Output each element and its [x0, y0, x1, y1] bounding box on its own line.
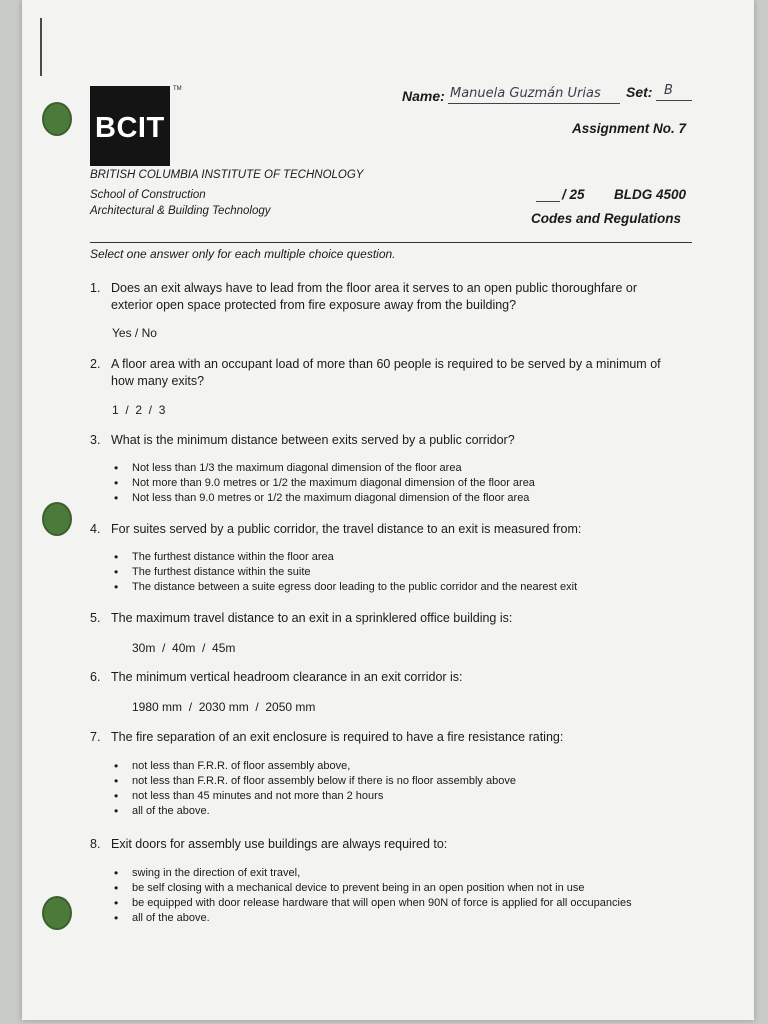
question-4-choices	[112, 550, 577, 595]
question-5-options[interactable]: 30m / 40m / 45m	[132, 641, 236, 655]
logo-text: BCIT	[95, 112, 165, 144]
question-text: The fire separation of an exit enclosure is required to have a fire resistance rating:	[111, 730, 564, 744]
set-value: B	[664, 83, 673, 98]
choice-item[interactable]: • not less than F.R.R. of floor assembly above,	[112, 759, 516, 774]
choice-item[interactable]: • not less than F.R.R. of floor assembly below if there is no floor assembly above	[112, 774, 516, 789]
bcit-logo	[90, 86, 182, 166]
instructions: Select one answer only for each multiple choice question.	[90, 247, 396, 261]
choice-item[interactable]: • all of the above.	[112, 804, 516, 819]
choice-item[interactable]: • The furthest distance within the suite	[112, 565, 577, 580]
question-number: 7.	[90, 730, 101, 744]
question-number: 6.	[90, 670, 101, 684]
course-code: BLDG 4500	[614, 187, 687, 202]
question-number: 8.	[90, 837, 101, 851]
question-text: For suites served by a public corridor, the travel distance to an exit is measured from:	[111, 522, 582, 536]
question-number: 4.	[90, 522, 101, 536]
logo-trademark: TM	[173, 86, 182, 92]
institute-name: BRITISH COLUMBIA INSTITUTE OF TECHNOLOGY	[90, 169, 364, 181]
question-number: 1.	[90, 281, 101, 295]
choice-item[interactable]: • Not less than 9.0 metres or 1/2 the maximum diagonal dimension of the floor area	[112, 491, 535, 506]
question-text: What is the minimum distance between exits served by a public corridor?	[111, 433, 515, 447]
question-text: A floor area with an occupant load of more than 60 people is required to be served by a minimum of how many exits?	[111, 357, 661, 388]
question-number: 3.	[90, 433, 101, 447]
program-name: Architectural & Building Technology	[90, 205, 271, 217]
choice-item[interactable]: • swing in the direction of exit travel,	[112, 866, 652, 881]
question-6-options[interactable]: 1980 mm / 2030 mm / 2050 mm	[132, 700, 316, 714]
binder-hole-middle	[42, 502, 72, 536]
choice-item[interactable]: • The furthest distance within the floor area	[112, 550, 577, 565]
score-blank	[536, 201, 560, 202]
course-name: Codes and Regulations	[531, 211, 682, 226]
choice-item[interactable]: • be self closing with a mechanical device to prevent being in an open position when not in use	[112, 881, 652, 896]
choice-item[interactable]: • be equipped with door release hardware that will open when 90N of force is applied for all occupancies	[112, 896, 632, 911]
question-2-options[interactable]: 1 / 2 / 3	[112, 403, 166, 417]
choice-item[interactable]: • Not more than 9.0 metres or 1/2 the maximum diagonal dimension of the floor area	[112, 476, 535, 491]
name-underline	[448, 103, 620, 104]
header-divider	[90, 242, 692, 243]
choice-item[interactable]: • not less than 45 minutes and not more than 2 hours	[112, 789, 516, 804]
school-name: School of Construction	[90, 189, 206, 201]
pen-mark	[40, 18, 42, 76]
binder-hole-top	[42, 102, 72, 136]
score-total: / 25	[562, 187, 585, 202]
question-1-options[interactable]: Yes / No	[112, 326, 157, 340]
question-8-choices	[112, 866, 652, 926]
question-text: The maximum travel distance to an exit in a sprinklered office building is:	[111, 611, 513, 625]
name-value: Manuela Guzmán Urias	[450, 86, 601, 101]
question-3-choices	[112, 461, 535, 506]
choice-item[interactable]: • Not less than 1/3 the maximum diagonal dimension of the floor area	[112, 461, 535, 476]
binder-hole-bottom	[42, 896, 72, 930]
question-7-choices	[112, 759, 516, 819]
assignment-number: Assignment No. 7	[572, 121, 687, 136]
question-text: Exit doors for assembly use buildings are always required to:	[111, 837, 448, 851]
question-number: 5.	[90, 611, 101, 625]
set-label: Set:	[626, 84, 653, 100]
set-underline	[656, 100, 692, 101]
question-number: 2.	[90, 357, 101, 371]
choice-item[interactable]: • The distance between a suite egress door leading to the public corridor and the nearest exit	[112, 580, 577, 595]
question-text: The minimum vertical headroom clearance in an exit corridor is:	[111, 670, 463, 684]
question-text: Does an exit always have to lead from the floor area it serves to an open public thoroughfare or exterior open space protected from fire exposure away from the building?	[111, 281, 637, 312]
name-label: Name:	[402, 88, 445, 104]
choice-item[interactable]: • all of the above.	[112, 911, 652, 926]
